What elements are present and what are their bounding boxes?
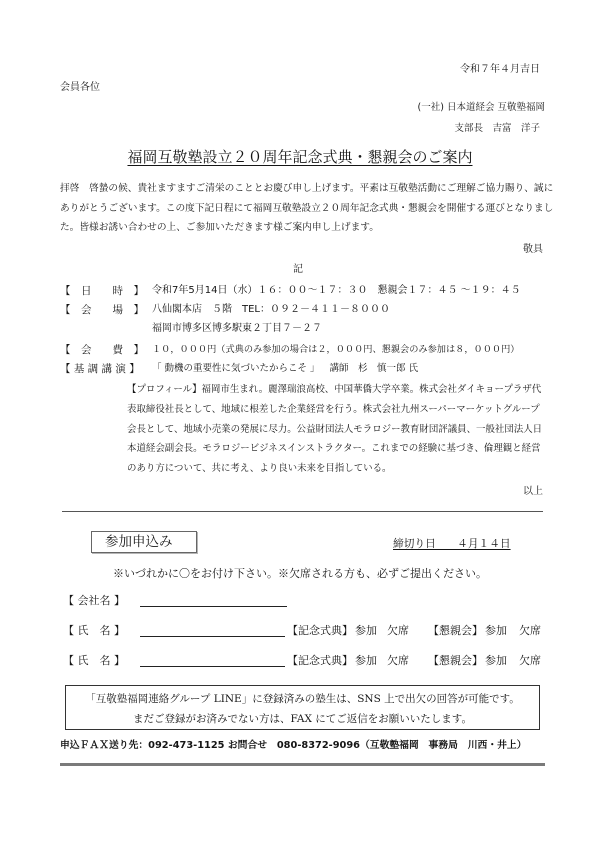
document-title [0, 147, 600, 167]
party-label: 【懇親会】 [428, 624, 483, 637]
name-label: 【 氏 名 】 [63, 624, 125, 637]
detail-value: 令和7年5月14日（水）１６：００～１７：３０ 懇親会１７：４５ ～１９：４５ [152, 285, 521, 296]
ceremony-label: 【記念式典】 [287, 654, 353, 667]
detail-row-venue [60, 303, 390, 317]
ceremony-absent-option: 欠席 [387, 624, 409, 637]
closing-keigu: 敬具 [523, 244, 543, 255]
profile-line: 表取締役社長として、地域に根差した企業経営を行う。株式会社九州スーパーマーケットグループ [127, 403, 540, 415]
party-attend-option: 参加 [485, 654, 507, 667]
sender-organization: (一社) 日本道経会 互敬塾福岡 [417, 102, 545, 113]
name-blank-line [140, 636, 285, 637]
company-blank-line [140, 606, 287, 607]
detail-row-fee [60, 343, 520, 357]
profile-line: 本道経会副会長。モラロジービジネスインストラクター。これまでの経験に基づき、倫理観と経営 [127, 443, 541, 455]
detail-label: 【 基 調 講 演 】 [60, 363, 140, 375]
greeting-paragraph [60, 179, 553, 238]
issue-date: 令和７年４月吉日 [460, 64, 540, 75]
ceremony-attend-option: 参加 [355, 654, 377, 667]
deadline-text: 締切り日 ４月１４日 [393, 537, 511, 550]
detail-label: 【 会 費 】 [60, 344, 144, 356]
keynote-theme: 「 動機の重要性に気づいたからこそ 」 [152, 363, 320, 374]
detail-row-datetime [60, 284, 521, 298]
detail-value: 八仙閣本店 ５階 TEL：０９２－４１１－８０００ [152, 304, 390, 315]
ceremony-attend-option: 参加 [355, 624, 377, 637]
document-title-text: 福岡互敬塾設立２０周年記念式典・懇親会のご案内 [127, 148, 473, 166]
deadline [393, 537, 511, 551]
fax-contact-footer: 申込ＦＡＸ送り先：092-473-1125 お問合せ 080-8372-9096（互敬塾福岡 事務局 川西・井上） [60, 740, 527, 751]
detail-value: １０，０００円（式典のみ参加の場合は２，０００円、懇親会のみ参加は８，０００円） [152, 344, 520, 355]
party-absent-option: 欠席 [519, 624, 541, 637]
detail-row-keynote [60, 362, 418, 376]
ki-heading: 記 [293, 264, 303, 275]
application-heading: 参加申込み [105, 534, 173, 550]
party-absent-option: 欠席 [519, 654, 541, 667]
party-attend-option: 参加 [485, 624, 507, 637]
keynote-speaker: 講師 杉 慎一郎 氏 [329, 363, 419, 374]
ceremony-absent-option: 欠席 [387, 654, 409, 667]
company-label: 【 会社名 】 [63, 594, 125, 607]
attendance-options [287, 654, 541, 668]
speaker-profile [127, 380, 542, 479]
ceremony-label: 【記念式典】 [287, 624, 353, 637]
name-blank-line [140, 666, 285, 667]
greeting-line: た。皆様お誘い合わせの上、ご参加いただきます様ご案内申し上げます。 [60, 222, 379, 233]
profile-line: 【プロフィール】福岡市生まれ。麗澤瑞浪高校、中国華僑大学卒業。株式会社ダイキョープラザ代 [127, 384, 542, 395]
detail-label: 【 会 場 】 [60, 304, 144, 316]
greeting-line: 拝啓 啓蟄の候、貴社ますますご清栄のこととお慶び申し上げます。平素は互敬塾活動にご理解ご協力賜り、誠に [60, 183, 554, 194]
closing-ijou: 以上 [523, 486, 543, 497]
section-divider [62, 511, 543, 512]
line-notice-text: まだご登録がお済みでない方は、FAX にてご返信をお願いいたします。 [133, 713, 472, 725]
party-label: 【懇親会】 [428, 654, 483, 667]
venue-address: 福岡市博多区博多駅東２丁目７－２７ [152, 323, 322, 334]
line-notice-box [65, 685, 540, 730]
attendance-options [287, 624, 541, 638]
footer-divider [60, 763, 545, 766]
application-note: ※いづれかに〇をお付け下さい。※欠席される方も、必ずご提出ください。 [113, 567, 487, 580]
detail-label: 【 日 時 】 [60, 285, 144, 297]
application-heading-box [91, 531, 197, 553]
line-notice-text: 「互敬塾福岡連絡グループ LINE」に登録済みの塾生は、SNS 上で出欠の回答が可能です。 [85, 693, 520, 705]
profile-line: 会長として、地域小売業の発展に尽力。公益財団法人モラロジー教育財団評議員、一般社団法人日 [127, 423, 543, 435]
sender-name: 支部長 吉富 洋子 [454, 123, 540, 134]
profile-line: のあり方について、共に考え、より良い未来を目指している。 [127, 463, 392, 474]
greeting-line: ありがとうございます。この度下記日程にて福岡互敬塾設立２０周年記念式典・懇親会を開催する運びとなりまし [60, 202, 554, 214]
name-label: 【 氏 名 】 [63, 654, 125, 667]
addressee: 会員各位 [60, 82, 100, 93]
